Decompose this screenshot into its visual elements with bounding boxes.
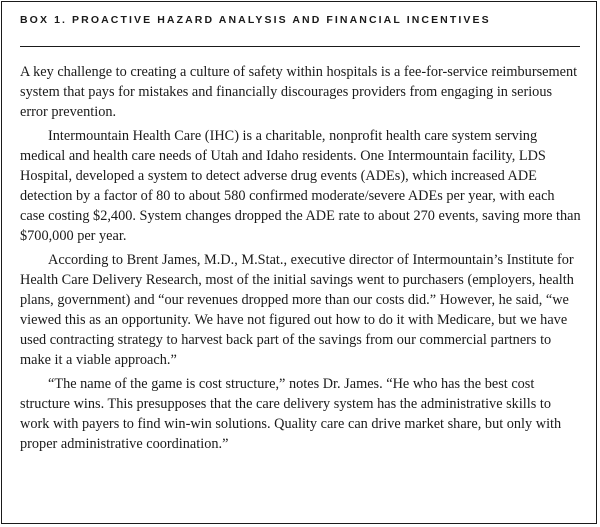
- box-body: [20, 62, 582, 458]
- paragraph-intro: A key challenge to creating a culture of safety within hospitals is a fee-for-service reimbursement system that pays for mistakes and financially discourages providers from engaging in serious error prevention.: [20, 64, 578, 120]
- title-divider: [20, 46, 580, 47]
- paragraph-james-quote: According to Brent James, M.D., M.Stat., executive director of Intermountain’s Institute for Health Care Delivery Research, most of the initial savings went to purchasers (employers, health plans, government) and “our revenues dropped more than our costs did.” However, he said, “we viewed this as an opportunity. We have not figured out how to do it with Medicare, but we have used contracting strategy to harvest back part of the savings from our commercial partners to make it a viable approach.”: [20, 252, 574, 368]
- paragraph-cost-structure: “The name of the game is cost structure,” notes Dr. James. “He who has the best cost structure wins. This presupposes that the care delivery system has the administrative skills to work with payers to find win-win solutions. Quality care can drive market share, but only with proper administrative coordination.”: [20, 376, 562, 452]
- sidebar-box: [1, 1, 597, 524]
- paragraph-ihc: Intermountain Health Care (IHC) is a charitable, nonprofit health care system serving medical and health care needs of Utah and Idaho residents. One Intermountain facility, LDS Hospital, developed a system to detect adverse drug events (ADEs), which increased ADE detection by a factor of 80 to about 580 confirmed moderate/severe ADEs per year, with each case costing $2,400. System changes dropped the ADE rate to about 270 events, saving more than $700,000 per year.: [20, 128, 581, 244]
- box-title: BOX 1. PROACTIVE HAZARD ANALYSIS AND FINANCIAL INCENTIVES: [20, 14, 491, 26]
